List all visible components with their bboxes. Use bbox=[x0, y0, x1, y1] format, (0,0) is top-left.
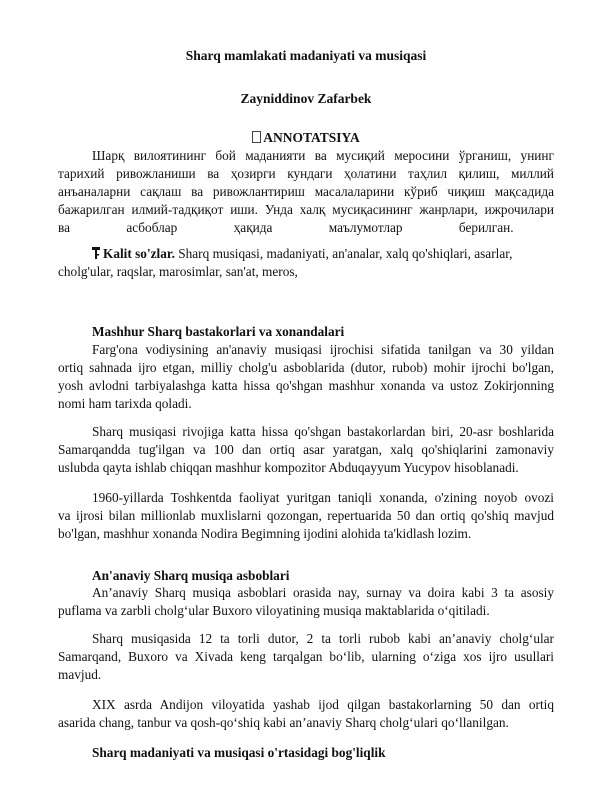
paragraph-line: ortiq sahnada ijro etgan, milliy cholg'u asboblarida (dutor, rubob) mohir ijrochi bo'lgan, bbox=[58, 360, 554, 375]
paragraph-line: mavjud. bbox=[58, 667, 102, 682]
annotation-line: ва асбоблар ҳақида маълумотлар берилган. bbox=[58, 220, 514, 235]
annotation-line: бажарилган илмий-тадқиқот иши. Унда халқ мусиқасининг жанрлари, ижрочилари bbox=[58, 202, 554, 217]
keywords-line-2: cholg'ular, raqslar, marosimlar, san'at, meros, bbox=[58, 264, 298, 279]
paragraph-line: Sharq musiqasi rivojiga katta hissa qo'shgan bastakorlardan biri, 20-asr boshlarida bbox=[92, 424, 554, 439]
paragraph-line: XIX asrda Andijon viloyatida yashab ijod qilgan bastakorlarning 50 dan ortiq bbox=[92, 697, 554, 712]
paper-author: Zayniddinov Zafarbek bbox=[240, 91, 372, 106]
paragraph-line: Samarqandda tug'ilgan va 100 dan ortiq asar yaratgan, xalq qo'shiqlarini zamonaviy bbox=[58, 442, 554, 457]
annotation-line: Шарқ вилоятининг бой маданияти ва мусиқий меросини ўрганиш, унинг bbox=[92, 148, 554, 163]
annotation-heading-text: ANNOTATSIYA bbox=[263, 130, 360, 145]
paragraph-line: Sharq musiqasida 12 ta torli dutor, 2 ta torli rubob kabi an’anaviy cholg‘ular bbox=[92, 631, 554, 646]
paragraph-line: puflama va zarbli cholg‘ular Buxoro viloyatining musiqa maktablarida o‘qitiladi. bbox=[58, 603, 490, 618]
placeholder-box-icon bbox=[252, 131, 261, 143]
annotation-line: тарихий ривожланиши ва ҳозирги кундаги ҳолатини таҳлил қилиш, миллий bbox=[58, 166, 554, 181]
keywords-label: Kalit so'zlar. bbox=[103, 246, 175, 261]
paragraph-line: nomi ham tarixda qoladi. bbox=[58, 396, 192, 411]
paragraph-line: An’anaviy Sharq musiqa asboblari orasida nay, surnay va doira kabi 3 ta asosiy bbox=[92, 585, 554, 600]
paragraph-line: 1960-yillarda Toshkentda faoliyat yuritgan taniqli xonanda, o'zining noyob ovozi bbox=[92, 490, 554, 505]
section-heading: An'anaviy Sharq musiqa asboblari bbox=[92, 568, 290, 583]
section-heading: Sharq madaniyati va musiqasi o'rtasidagi bog'liqlik bbox=[92, 745, 386, 760]
paragraph-line: bo'lgan, mashhur xonanda Nodira Begimning ijodini alohida ta'kidlash lozim. bbox=[58, 526, 472, 541]
paragraph-line: va ijrosi bilan millionlab muxlislarni qozongan, repertuarida 50 dan ortiq qo'shiq mavjud bbox=[58, 508, 554, 523]
annotation-heading bbox=[0, 130, 612, 146]
paragraph-line: Samarqand, Buxoro va Xivada keng tarqalgan bo‘lib, ularning o‘ziga xos ijro usullari bbox=[58, 649, 554, 664]
section-heading: Mashhur Sharq bastakorlari va xonandalari bbox=[92, 324, 345, 339]
paragraph-line: Farg'ona vodiysining an'anaviy musiqasi ijrochisi sifatida tanilgan va 30 yildan bbox=[92, 342, 554, 357]
key-icon bbox=[92, 247, 100, 263]
paragraph-line: uslubda qayta ishlab chiqqan mashhur kompozitor Abduqayyum Yucypov hisoblanadi. bbox=[58, 460, 519, 475]
paragraph-line: asarida chang, tanbur va qosh-qo‘shiq kabi an’anaviy Sharq cholg‘ulari qo‘llanilgan. bbox=[58, 715, 509, 730]
keywords-line bbox=[92, 246, 554, 263]
keywords-text: Sharq musiqasi, madaniyati, an'analar, xalq qo'shiqlari, asarlar, bbox=[178, 246, 513, 261]
paragraph-line: yosh avlodni tarbiyalashga katta hissa qo'shgan mashhur xonanda va ustoz Zokirjonning bbox=[58, 378, 554, 393]
paper-title: Sharq mamlakati madaniyati va musiqasi bbox=[185, 48, 427, 63]
annotation-line: анъаналарни сақлаш ва ривожлантириш масалаларини кўриб чиқиш мақсадида bbox=[58, 184, 554, 199]
